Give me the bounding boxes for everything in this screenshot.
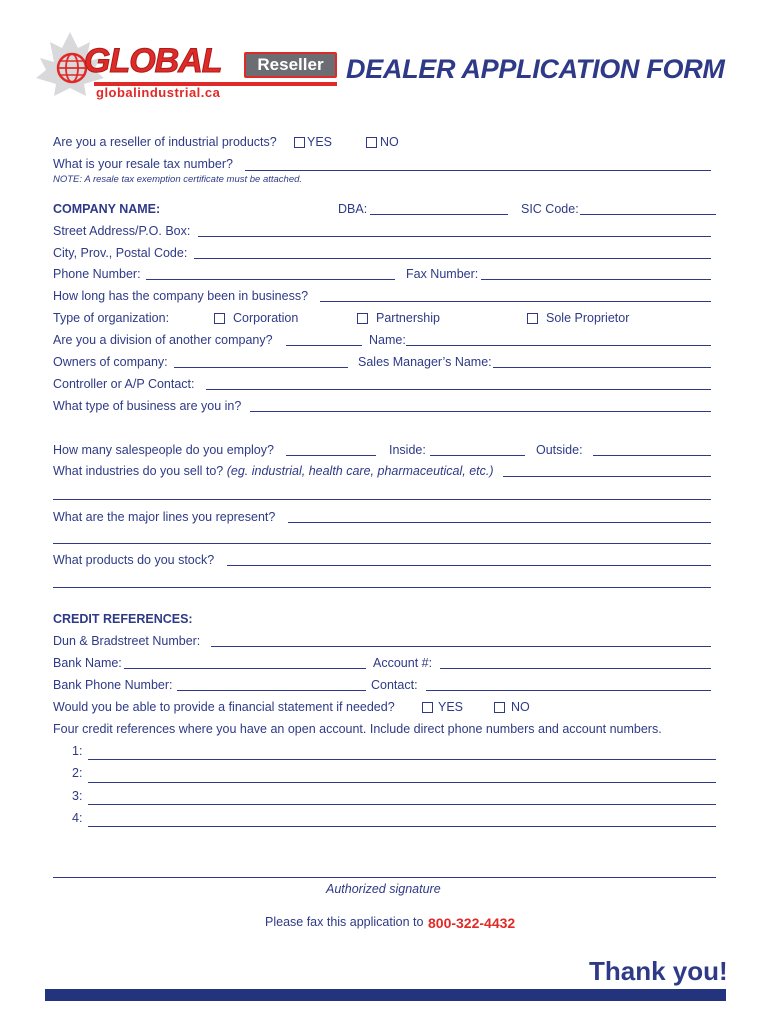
parent-name-label: Name: bbox=[369, 333, 406, 347]
sic-code-label: SIC Code: bbox=[521, 202, 579, 216]
bank-phone-field[interactable] bbox=[177, 690, 366, 691]
footer-bar bbox=[45, 989, 726, 1001]
industries-question: What industries do you sell to? bbox=[53, 464, 224, 478]
sole-proprietor-label: Sole Proprietor bbox=[546, 311, 630, 325]
phone-field[interactable] bbox=[146, 279, 395, 280]
division-field[interactable] bbox=[286, 345, 362, 346]
reference-field-2[interactable] bbox=[88, 782, 716, 783]
reseller-question: Are you a reseller of industrial products? bbox=[53, 135, 277, 149]
bank-phone-label: Bank Phone Number: bbox=[53, 678, 173, 692]
references-intro: Four credit references where you have an open account. Include direct phone numbers and account numbers. bbox=[53, 722, 662, 736]
business-type-label: What type of business are you in? bbox=[53, 399, 242, 413]
products-stock-field[interactable] bbox=[227, 565, 711, 566]
financial-no-label: NO bbox=[511, 700, 530, 714]
owners-label: Owners of company: bbox=[53, 355, 168, 369]
corporation-label: Corporation bbox=[233, 311, 299, 325]
account-number-label: Account #: bbox=[373, 656, 433, 670]
logo-brand: GLOBAL bbox=[84, 42, 222, 80]
outside-label: Outside: bbox=[536, 443, 583, 457]
outside-field[interactable] bbox=[593, 455, 711, 456]
fax-field[interactable] bbox=[481, 279, 711, 280]
street-address-field[interactable] bbox=[198, 236, 711, 237]
reference-field-3[interactable] bbox=[88, 804, 716, 805]
account-number-field[interactable] bbox=[440, 668, 711, 669]
products-stock-label: What products do you stock? bbox=[53, 553, 215, 567]
reseller-yes-checkbox[interactable] bbox=[294, 137, 305, 148]
thank-you-text: Thank you! bbox=[589, 956, 728, 986]
city-field[interactable] bbox=[194, 258, 711, 259]
division-label: Are you a division of another company? bbox=[53, 333, 273, 347]
dba-field[interactable] bbox=[370, 214, 508, 215]
page-title: DEALER APPLICATION FORM bbox=[346, 54, 725, 84]
years-in-business-label: How long has the company been in business? bbox=[53, 289, 309, 303]
sic-code-field[interactable] bbox=[580, 214, 716, 215]
reseller-no-checkbox[interactable] bbox=[366, 137, 377, 148]
industries-example: (eg. industrial, health care, pharmaceutical, etc.) bbox=[226, 464, 494, 478]
partnership-checkbox[interactable] bbox=[357, 313, 368, 324]
contact-label: Contact: bbox=[371, 678, 418, 692]
fax-instruction: Please fax this application to bbox=[265, 915, 424, 929]
phone-label: Phone Number: bbox=[53, 267, 141, 281]
owners-field[interactable] bbox=[174, 367, 348, 368]
parent-name-field[interactable] bbox=[406, 345, 711, 346]
corporation-checkbox[interactable] bbox=[214, 313, 225, 324]
industries-field[interactable] bbox=[503, 476, 711, 477]
tax-note: NOTE: A resale tax exemption certificate must be attached. bbox=[53, 174, 303, 185]
credit-references-heading: CREDIT REFERENCES: bbox=[53, 612, 193, 626]
major-lines-field-line-2[interactable] bbox=[53, 543, 711, 544]
signature-field[interactable] bbox=[53, 877, 716, 878]
company-name-heading: COMPANY NAME: bbox=[53, 202, 161, 216]
sales-manager-field[interactable] bbox=[493, 367, 711, 368]
logo-tag: Reseller bbox=[246, 54, 335, 76]
sole-proprietor-checkbox[interactable] bbox=[527, 313, 538, 324]
reference-field-4[interactable] bbox=[88, 826, 716, 827]
industries-field-line-2[interactable] bbox=[53, 499, 711, 500]
city-label: City, Prov., Postal Code: bbox=[53, 246, 188, 260]
financial-no-checkbox[interactable] bbox=[494, 702, 505, 713]
tax-number-field[interactable] bbox=[245, 170, 711, 171]
reference-number: 3: bbox=[72, 789, 83, 803]
logo-url: globalindustrial.ca bbox=[96, 85, 221, 100]
dnb-field[interactable] bbox=[211, 646, 711, 647]
controller-field[interactable] bbox=[206, 389, 711, 390]
years-in-business-field[interactable] bbox=[320, 301, 711, 302]
bank-name-field[interactable] bbox=[124, 668, 366, 669]
financial-statement-label: Would you be able to provide a financial statement if needed? bbox=[53, 700, 395, 714]
reseller-no-label: NO bbox=[380, 135, 399, 149]
salespeople-label: How many salespeople do you employ? bbox=[53, 443, 274, 457]
inside-label: Inside: bbox=[389, 443, 426, 457]
financial-yes-checkbox[interactable] bbox=[422, 702, 433, 713]
dnb-label: Dun & Bradstreet Number: bbox=[53, 634, 201, 648]
reference-number: 1: bbox=[72, 744, 83, 758]
inside-field[interactable] bbox=[430, 455, 525, 456]
logo-tag-badge bbox=[244, 52, 337, 78]
major-lines-label: What are the major lines you represent? bbox=[53, 510, 276, 524]
tax-number-label: What is your resale tax number? bbox=[53, 157, 233, 171]
products-stock-field-line-2[interactable] bbox=[53, 587, 711, 588]
dba-label: DBA: bbox=[338, 202, 368, 216]
reference-number: 2: bbox=[72, 766, 83, 780]
sales-manager-label: Sales Manager’s Name: bbox=[358, 355, 492, 369]
salespeople-field[interactable] bbox=[286, 455, 376, 456]
fax-label: Fax Number: bbox=[406, 267, 479, 281]
reference-field-1[interactable] bbox=[88, 759, 716, 760]
industries-label bbox=[53, 464, 494, 478]
reference-number: 4: bbox=[72, 811, 83, 825]
reseller-yes-label: YES bbox=[307, 135, 333, 149]
fax-number: 800-322-4432 bbox=[428, 915, 516, 931]
street-address-label: Street Address/P.O. Box: bbox=[53, 224, 191, 238]
partnership-label: Partnership bbox=[376, 311, 440, 325]
bank-name-label: Bank Name: bbox=[53, 656, 122, 670]
major-lines-field[interactable] bbox=[288, 522, 711, 523]
logo bbox=[34, 30, 339, 100]
business-type-field[interactable] bbox=[250, 411, 711, 412]
contact-field[interactable] bbox=[426, 690, 711, 691]
financial-yes-label: YES bbox=[438, 700, 464, 714]
controller-label: Controller or A/P Contact: bbox=[53, 377, 195, 391]
organization-type-label: Type of organization: bbox=[53, 311, 170, 325]
signature-label: Authorized signature bbox=[326, 882, 441, 896]
